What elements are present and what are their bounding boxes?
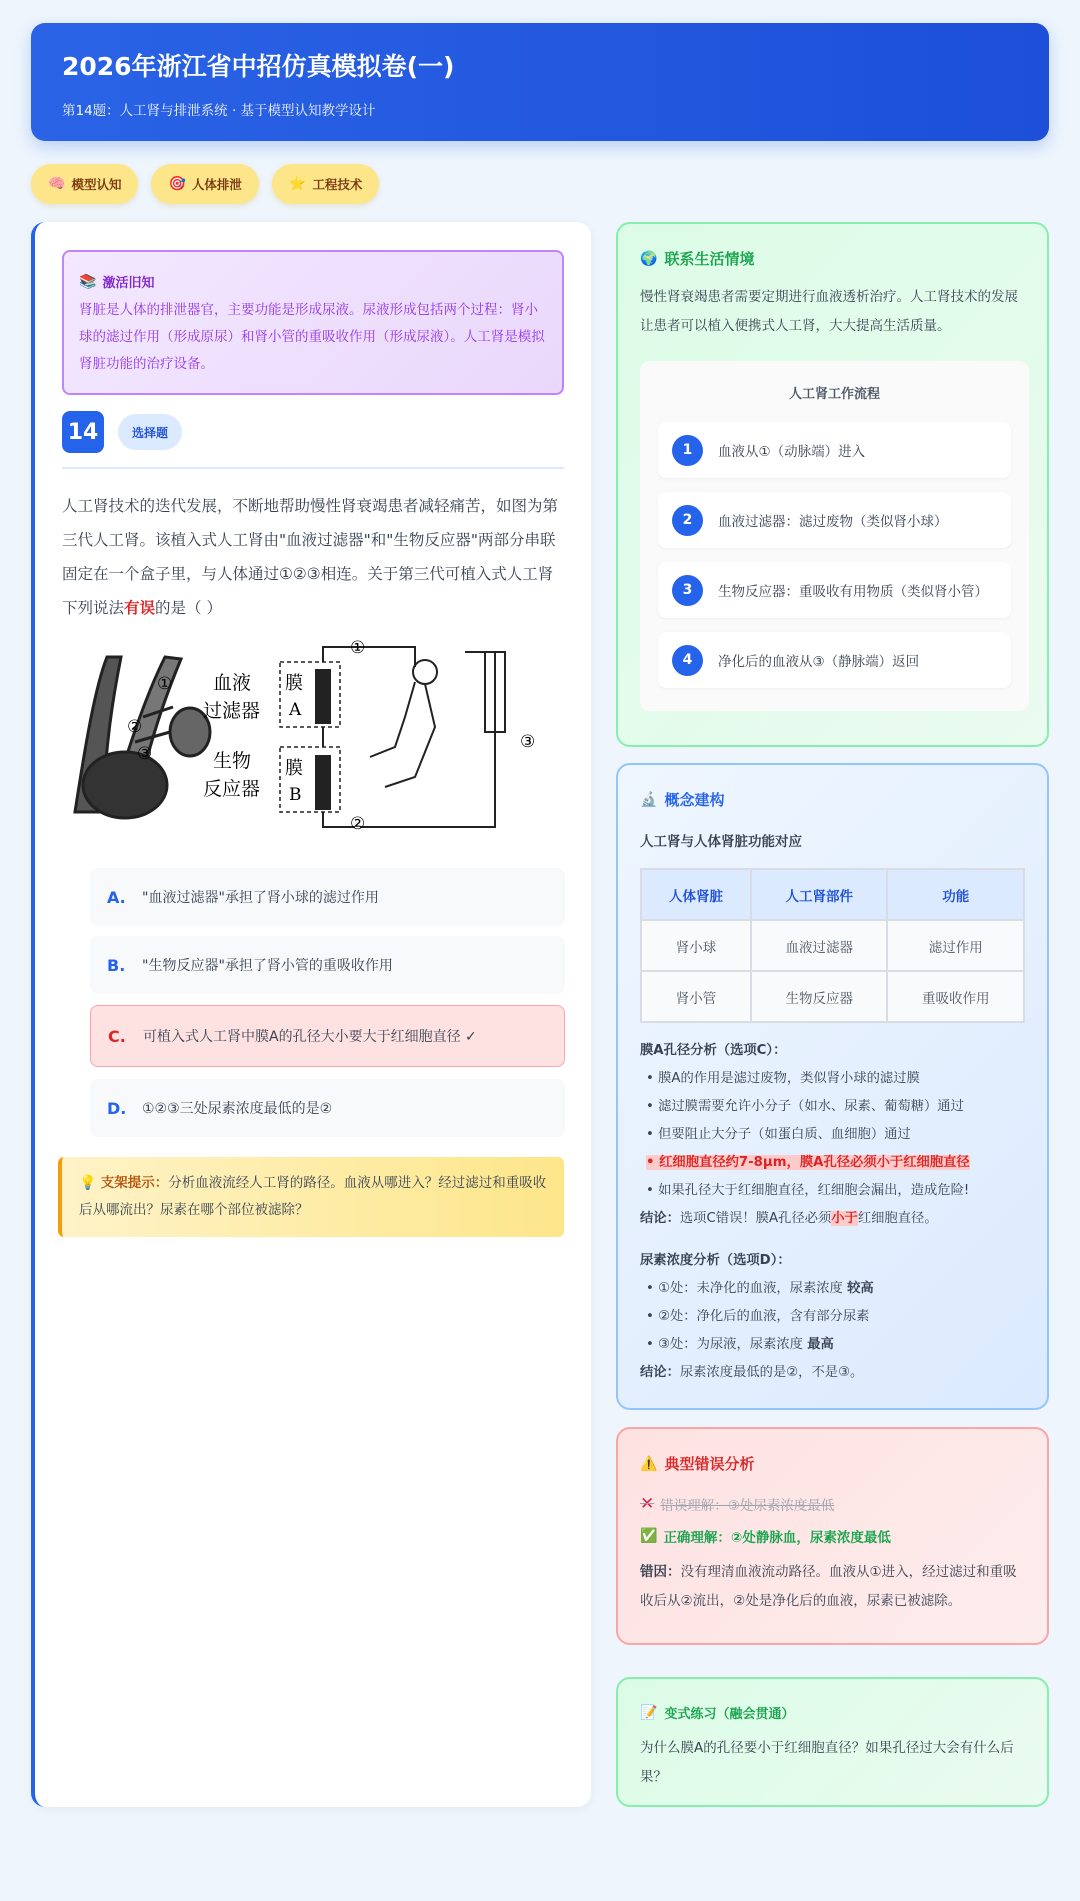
- artificial-kidney-diagram: [65, 637, 565, 837]
- diagram-label-3: ③: [520, 732, 536, 752]
- hint-label: 支架提示：: [100, 1175, 169, 1191]
- step-number: 1: [672, 435, 703, 466]
- card-title: 典型错误分析: [664, 1455, 755, 1473]
- option-letter: A.: [107, 887, 126, 907]
- target-icon: 🎯: [168, 176, 186, 192]
- option-letter: D.: [107, 1098, 127, 1118]
- life-description: 慢性肾衰竭患者需要定期进行血液透析治疗。人工肾技术的发展让患者可以植入便携式人工肾，大大提高生活质量。: [640, 289, 1018, 334]
- workflow-step: [658, 492, 1011, 548]
- option-b[interactable]: [90, 936, 565, 994]
- life-context-card: [616, 222, 1049, 747]
- review-box: [62, 250, 564, 395]
- diagram-label-3: ③: [137, 744, 153, 764]
- option-c[interactable]: [90, 1005, 565, 1067]
- question-number: 14: [62, 411, 104, 453]
- workflow-step: [658, 632, 1011, 688]
- page-header: [31, 23, 1049, 141]
- diagram-text: 膜: [285, 673, 303, 694]
- tag-model[interactable]: [31, 164, 138, 204]
- card-title: 变式练习（融会贯通）: [664, 1707, 795, 1722]
- review-title: 激活旧知: [102, 276, 155, 291]
- page-subtitle: 第14题：人工肾与排泄系统 · 基于模型认知教学设计: [62, 103, 376, 119]
- tag-engineering[interactable]: [272, 164, 379, 204]
- option-text: "生物反应器"承担了肾小管的重吸收作用: [142, 958, 393, 974]
- step-number: 2: [672, 505, 703, 536]
- question-panel: [31, 222, 591, 1807]
- step-number: 4: [672, 645, 703, 676]
- workflow-step: [658, 422, 1011, 478]
- emphasis-error: 有误: [124, 599, 156, 617]
- page-title: 2026年浙江省中招仿真模拟卷(一): [62, 52, 455, 81]
- brain-icon: 🧠: [48, 176, 66, 192]
- practice-card: [616, 1677, 1049, 1807]
- step-number: 3: [672, 575, 703, 606]
- diagram-text: 反应器: [203, 778, 261, 800]
- error-analysis-card: [616, 1427, 1049, 1645]
- question-type-badge: 选择题: [118, 414, 182, 450]
- workflow-step: [658, 562, 1011, 618]
- option-text: "血液过滤器"承担了肾小球的滤过作用: [142, 890, 379, 906]
- diagram-text: 生物: [213, 750, 252, 772]
- option-text: 可植入式人工肾中膜A的孔径大小要大于红细胞直径 ✓: [143, 1029, 477, 1045]
- hint-box: [58, 1157, 564, 1237]
- option-letter: B.: [107, 955, 126, 975]
- diagram-label-2: ②: [127, 717, 143, 737]
- option-text: ①②③三处尿素浓度最低的是②: [142, 1101, 333, 1117]
- step-text: 血液从①（动脉端）进入: [718, 444, 866, 460]
- tag-label: 模型认知: [71, 177, 122, 192]
- check-icon: ✅: [640, 1528, 658, 1544]
- analysis-c: 膜A孔径分析（选项C）： • 膜A的作用是滤过废物，类似肾小球的滤过膜 • 滤过膜需要允许小分子（如水、尿素、葡萄糖）通过 • 但要阻止大分子（如蛋白质、血细胞）通过 • 红细胞直径约7-8μm，膜A孔径必须小于红细胞直径 • 如果孔径大于红细胞直径，红细胞会漏出，造成危险! 结论：选项C错误！膜A孔径必须小于红细胞直径。: [640, 1043, 970, 1226]
- diagram-text: B: [289, 785, 302, 805]
- table-row: 肾小球 血液过滤器 滤过作用: [641, 920, 1024, 971]
- divider: [62, 467, 564, 469]
- practice-question: 为什么膜A的孔径要小于红细胞直径？如果孔径过大会有什么后果？: [640, 1740, 1014, 1785]
- step-text: 净化后的血液从③（静脉端）返回: [718, 654, 920, 670]
- tag-list: [31, 164, 379, 204]
- tag-label: 工程技术: [312, 177, 363, 192]
- workflow-box: [640, 361, 1029, 711]
- diagram-label-2: ②: [350, 814, 366, 834]
- warning-icon: ⚠️: [640, 1455, 658, 1472]
- analysis-d: 尿素浓度分析（选项D）： • ①处：未净化的血液，尿素浓度 较高 • ②处：净化后的血液，含有部分尿素 • ③处：为尿液，尿素浓度 最高 结论：尿素浓度最低的是②，不是③。: [640, 1253, 874, 1380]
- question-stem: 人工肾技术的迭代发展，不断地帮助慢性肾衰竭患者减轻痛苦，如图为第三代人工肾。该植入式人工肾由"血液过滤器"和"生物反应器"两部分串联固定在一个盒子里，与人体通过①②③相连。关于第三代可植入式人工肾下列说法有误的是（ ）: [62, 497, 559, 617]
- step-text: 生物反应器：重吸收有用物质（类似肾小管）: [718, 584, 988, 600]
- hint-text: 分析血液流经人工肾的路径。血液从哪进入？经过滤过和重吸收后从哪流出？尿素在哪个部位被滤除？: [79, 1175, 547, 1218]
- right-understanding: ✅ 正确理解：②处静脉血，尿素浓度最低: [640, 1528, 891, 1546]
- microscope-icon: 🔬: [640, 791, 658, 808]
- option-a[interactable]: [90, 868, 565, 926]
- review-body: 肾脏是人体的排泄器官，主要功能是形成尿液。尿液形成包括两个过程：肾小球的滤过作用（形成原尿）和肾小管的重吸收作用（形成尿液）。人工肾是模拟肾脏功能的治疗设备。: [79, 302, 545, 372]
- diagram-label-1: ①: [157, 674, 173, 694]
- cross-icon: ✕: [640, 1494, 655, 1514]
- diagram-text: 血液: [213, 672, 252, 694]
- workflow-title: 人工肾工作流程: [788, 387, 880, 402]
- table-header: 人工肾部件: [751, 869, 888, 920]
- wrong-understanding: ✕ 错误理解：③处尿素浓度最低: [640, 1494, 835, 1514]
- option-letter: C.: [108, 1026, 126, 1046]
- tag-excretion[interactable]: [151, 164, 258, 204]
- highlight-text: • 红细胞直径约7-8μm，膜A孔径必须小于红细胞直径: [646, 1155, 970, 1170]
- concept-card: [616, 763, 1049, 1410]
- diagram-label-1: ①: [350, 638, 366, 658]
- globe-icon: 🌍: [640, 250, 658, 267]
- concept-subtitle: 人工肾与人体肾脏功能对应: [640, 834, 802, 850]
- table-row: 肾小管 生物反应器 重吸收作用: [641, 971, 1024, 1022]
- table-header: 功能: [887, 869, 1024, 920]
- option-d[interactable]: [90, 1079, 565, 1137]
- comparison-table: [640, 868, 1025, 1023]
- step-text: 血液过滤器：滤过废物（类似肾小球）: [718, 514, 948, 530]
- diagram-text: 过滤器: [203, 700, 261, 722]
- diagram-text: A: [289, 700, 302, 720]
- tag-label: 人体排泄: [191, 177, 242, 192]
- star-icon: ⭐: [288, 176, 307, 192]
- card-title: 联系生活情境: [664, 250, 755, 268]
- table-header: 人体肾脏: [641, 869, 751, 920]
- memo-icon: 📝: [640, 1704, 658, 1721]
- card-title: 概念建构: [664, 791, 725, 809]
- error-cause: 错因：没有理清血液流动路径。血液从①进入，经过滤过和重吸收后从②流出，②处是净化后的血液，尿素已被滤除。: [640, 1564, 1017, 1609]
- lightbulb-icon: 💡: [79, 1175, 97, 1191]
- books-icon: 📚: [79, 273, 97, 290]
- diagram-text: 膜: [285, 758, 303, 779]
